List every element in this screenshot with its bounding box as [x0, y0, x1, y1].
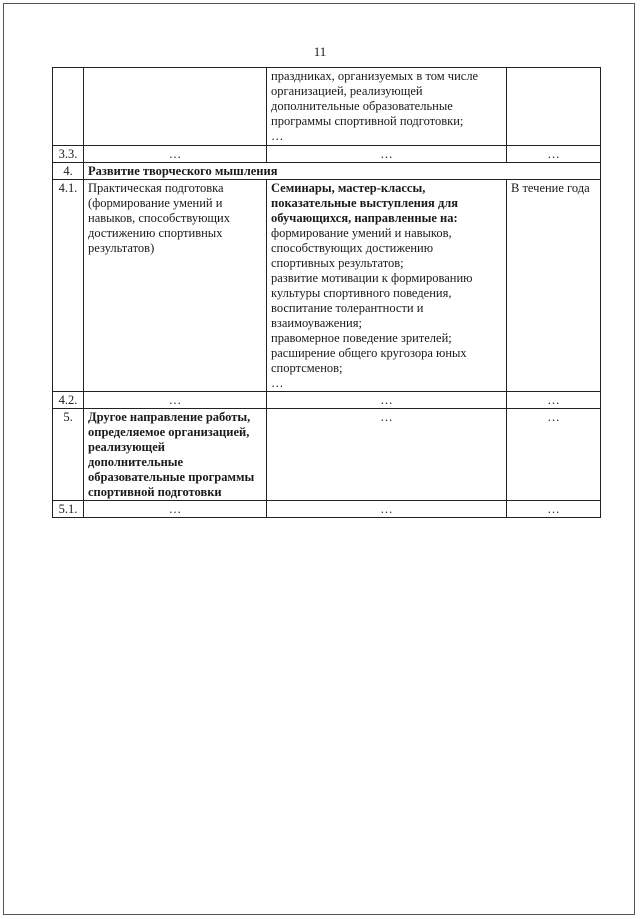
table-row: [53, 409, 601, 501]
row-number: 4.1.: [53, 180, 84, 392]
row-number: 5.1.: [53, 501, 84, 518]
row-number: 5.: [53, 409, 84, 501]
activity-cell: …: [84, 392, 267, 409]
table-row: [53, 180, 601, 392]
bold-text-line: Другое направление работы,: [88, 410, 251, 424]
text-line: Практическая подготовка: [88, 181, 224, 195]
table-row: [53, 392, 601, 409]
bold-text-line: Семинары, мастер-классы,: [271, 181, 426, 195]
content-cell: [267, 180, 507, 392]
bold-text-line: спортивной подготовки: [88, 485, 222, 499]
content-cell: …: [267, 392, 507, 409]
content-cell: …: [267, 409, 507, 501]
activity-cell: …: [84, 146, 267, 163]
bold-text-line: образовательные программы: [88, 470, 255, 484]
text-line: праздниках, организуемых в том числе: [271, 69, 479, 83]
content-cell: …: [267, 146, 507, 163]
content-cell: …: [267, 501, 507, 518]
table-row: [53, 146, 601, 163]
text-line: результатов): [88, 241, 155, 255]
text-line: воспитание толерантности и: [271, 301, 424, 315]
text-line: развитие мотивации к формированию: [271, 271, 473, 285]
text-line: достижению спортивных: [88, 226, 223, 240]
text-line: формирование умений и навыков,: [271, 226, 452, 240]
text-line: способствующих достижению: [271, 241, 434, 255]
text-line: спортсменов;: [271, 361, 343, 375]
deadline-cell: …: [507, 392, 601, 409]
bold-text-line: обучающихся, направленные на:: [271, 211, 458, 225]
text-line: программы спортивной подготовки;: [271, 114, 464, 128]
deadline-cell: В течение года: [507, 180, 601, 392]
table-row: [53, 501, 601, 518]
text-line: правомерное поведение зрителей;: [271, 331, 452, 345]
text-line: организацией, реализующей: [271, 84, 423, 98]
deadline-cell: …: [507, 146, 601, 163]
row-number: [53, 68, 84, 146]
text-line: спортивных результатов;: [271, 256, 404, 270]
bold-text-line: определяемое организацией,: [88, 425, 250, 439]
text-line: …: [271, 129, 284, 143]
activity-cell: [84, 409, 267, 501]
text-line: …: [271, 376, 284, 390]
deadline-cell: …: [507, 409, 601, 501]
table-row: [53, 68, 601, 146]
page-number: 11: [313, 44, 327, 59]
bold-text-line: реализующей: [88, 440, 165, 454]
bold-text-line: показательные выступления для: [271, 196, 459, 210]
content-cell: [267, 68, 507, 146]
section-title: Развитие творческого мышления: [84, 163, 601, 180]
text-line: культуры спортивного поведения,: [271, 286, 452, 300]
text-line: дополнительные образовательные: [271, 99, 453, 113]
bold-text-line: дополнительные: [88, 455, 184, 469]
text-line: (формирование умений и: [88, 196, 223, 210]
text-line: навыков, способствующих: [88, 211, 230, 225]
deadline-cell: [507, 68, 601, 146]
section-row: [53, 163, 601, 180]
deadline-cell: …: [507, 501, 601, 518]
activity-cell: [84, 68, 267, 146]
row-number: 4.: [53, 163, 84, 180]
activity-cell: …: [84, 501, 267, 518]
plan-table: [52, 67, 601, 518]
row-number: 4.2.: [53, 392, 84, 409]
text-line: расширение общего кругозора юных: [271, 346, 467, 360]
activity-cell: [84, 180, 267, 392]
text-line: взаимоуважения;: [271, 316, 362, 330]
row-number: 3.3.: [53, 146, 84, 163]
